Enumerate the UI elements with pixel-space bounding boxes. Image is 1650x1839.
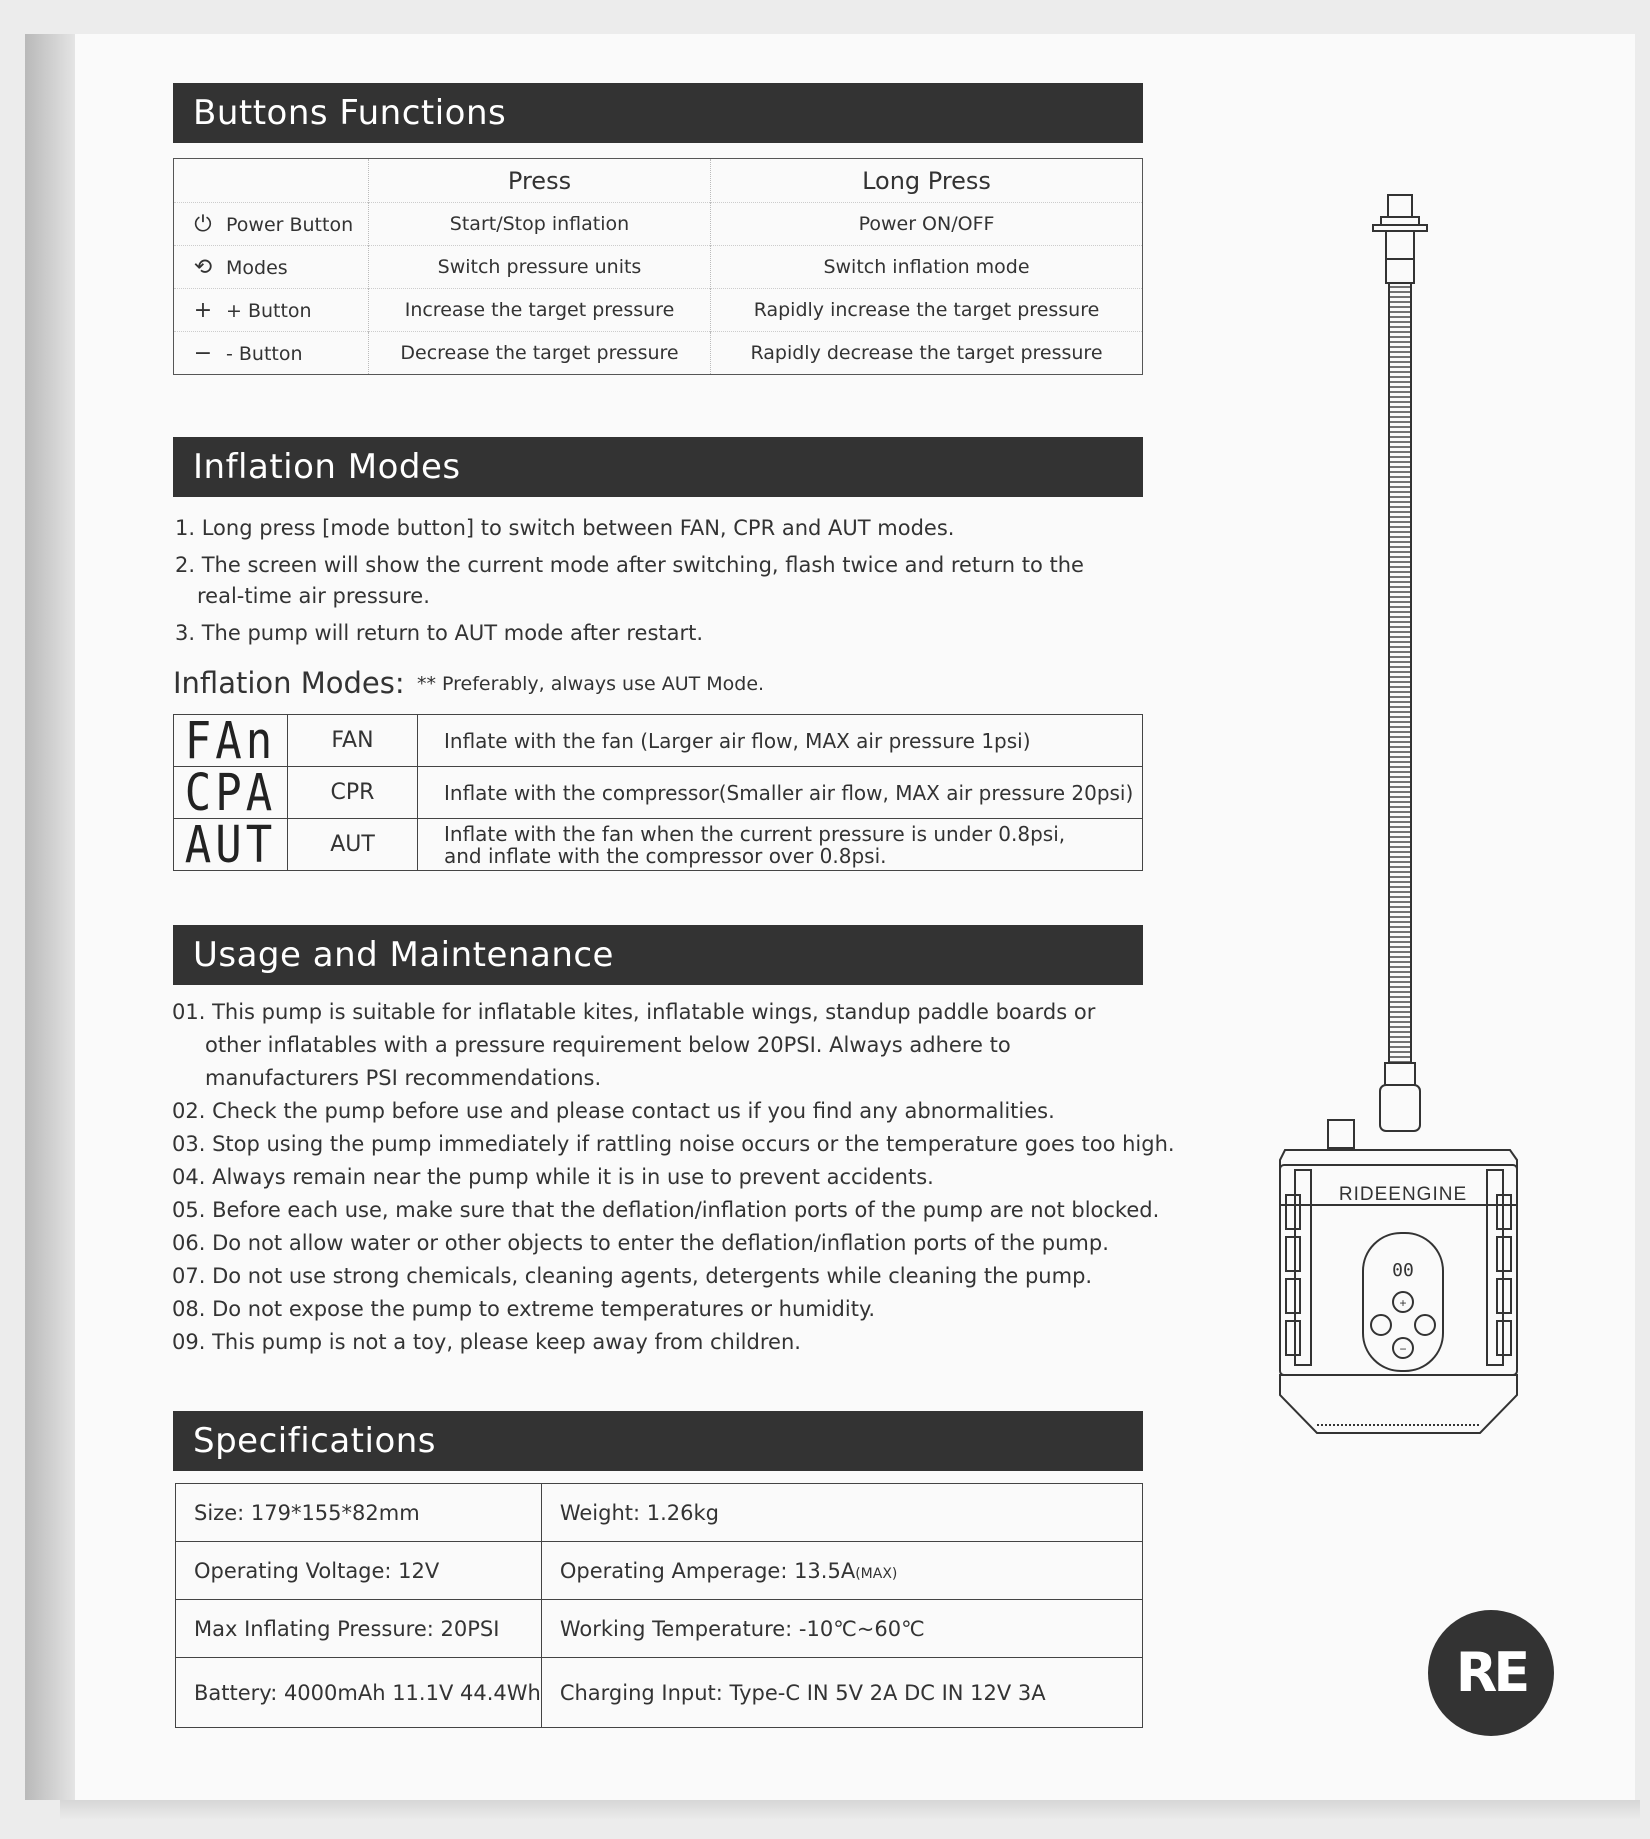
section-title-usage: Usage and Maintenance <box>173 925 1143 985</box>
list-item: 07. Do not use strong chemicals, cleaning agents, detergents while cleaning the pump. <box>172 1264 1093 1288</box>
modes-note: ** Preferably, always use AUT Mode. <box>417 673 765 695</box>
list-item: 08. Do not expose the pump to extreme temperatures or humidity. <box>172 1297 876 1321</box>
list-item: 01. This pump is suitable for inflatable kites, inflatable wings, standup paddle boards or <box>172 1000 1096 1024</box>
list-item: 06. Do not allow water or other objects to enter the deflation/inflation ports of the pump. <box>172 1231 1109 1255</box>
specs-table <box>175 1483 1143 1728</box>
list-item: manufacturers PSI recommendations. <box>205 1066 602 1090</box>
plus-icon: + <box>193 297 213 323</box>
list-item: 02. Check the pump before use and please contact us if you find any abnormalities. <box>172 1099 1055 1123</box>
modes-subtitle: Inflation Modes: <box>173 666 405 700</box>
list-item: real-time air pressure. <box>197 584 430 608</box>
svg-text:−: − <box>1399 1342 1407 1356</box>
table-row: FAn FAN Inflate with the fan (Larger air flow, MAX air pressure 1psi) <box>174 715 1143 767</box>
section-title-inflation: Inflation Modes <box>173 437 1143 497</box>
lcd-display: AUT <box>174 815 288 875</box>
scan-shadow <box>25 34 75 1800</box>
table-row: − - Button Decrease the target pressure Rapidly decrease the target pressure <box>174 332 1143 375</box>
table-row: + + Button Increase the target pressure Rapidly increase the target pressure <box>174 289 1143 332</box>
pump-brand-label: RIDEENGINE <box>1338 1184 1468 1205</box>
table-row: ⏻ Power Button Start/Stop inflation Power ON/OFF <box>174 203 1143 246</box>
power-icon: ⏻ <box>194 211 212 237</box>
section-title-specs: Specifications <box>173 1411 1143 1471</box>
section-title-buttons: Buttons Functions <box>173 83 1143 143</box>
list-item: other inflatables with a pressure requirement below 20PSI. Always adhere to <box>205 1033 1011 1057</box>
list-item: 2. The screen will show the current mode after switching, flash twice and return to the <box>175 553 1084 577</box>
modes-icon: ⟲ <box>193 254 213 280</box>
inflation-instructions <box>175 513 1084 649</box>
table-row: AUT AUT Inflate with the fan when the current pressure is under 0.8psi, and inflate with the compressor over 0.8psi. <box>174 819 1143 871</box>
brand-logo: RE <box>1428 1610 1554 1736</box>
table-row: Size: 179*155*82mm Weight: 1.26kg <box>176 1484 1143 1542</box>
table-row: Battery: 4000mAh 11.1V 44.4Wh Charging Input: Type-C IN 5V 2A DC IN 12V 3A <box>176 1658 1143 1728</box>
header-long-press: Long Press <box>711 159 1143 203</box>
list-item: 09. This pump is not a toy, please keep away from children. <box>172 1330 801 1354</box>
pump-illustration <box>1265 185 1545 1465</box>
lcd-display: FAn <box>174 711 288 771</box>
pump-display: 00 <box>1392 1260 1414 1281</box>
modes-table <box>173 711 1143 874</box>
usage-list <box>172 996 1192 1359</box>
list-item: 03. Stop using the pump immediately if rattling noise occurs or the temperature goes too high. <box>172 1132 1175 1156</box>
list-item: 1. Long press [mode button] to switch between FAN, CPR and AUT modes. <box>175 516 955 540</box>
lcd-display: CPA <box>174 763 288 823</box>
list-item: 3. The pump will return to AUT mode after restart. <box>175 621 704 645</box>
list-item: 05. Before each use, make sure that the deflation/inflation ports of the pump are not blocked. <box>172 1198 1160 1222</box>
svg-text:+: + <box>1399 1296 1407 1310</box>
table-row: Operating Voltage: 12V Operating Amperage: 13.5A(MAX) <box>176 1542 1143 1600</box>
buttons-table <box>173 158 1143 375</box>
scan-shadow <box>60 1800 1640 1820</box>
header-press: Press <box>369 159 711 203</box>
table-row: ⟲ Modes Switch pressure units Switch inflation mode <box>174 246 1143 289</box>
minus-icon: − <box>193 340 213 366</box>
table-row: CPA CPR Inflate with the compressor(Smaller air flow, MAX air pressure 20psi) <box>174 767 1143 819</box>
table-row: Max Inflating Pressure: 20PSI Working Temperature: -10℃~60℃ <box>176 1600 1143 1658</box>
list-item: 04. Always remain near the pump while it is in use to prevent accidents. <box>172 1165 934 1189</box>
